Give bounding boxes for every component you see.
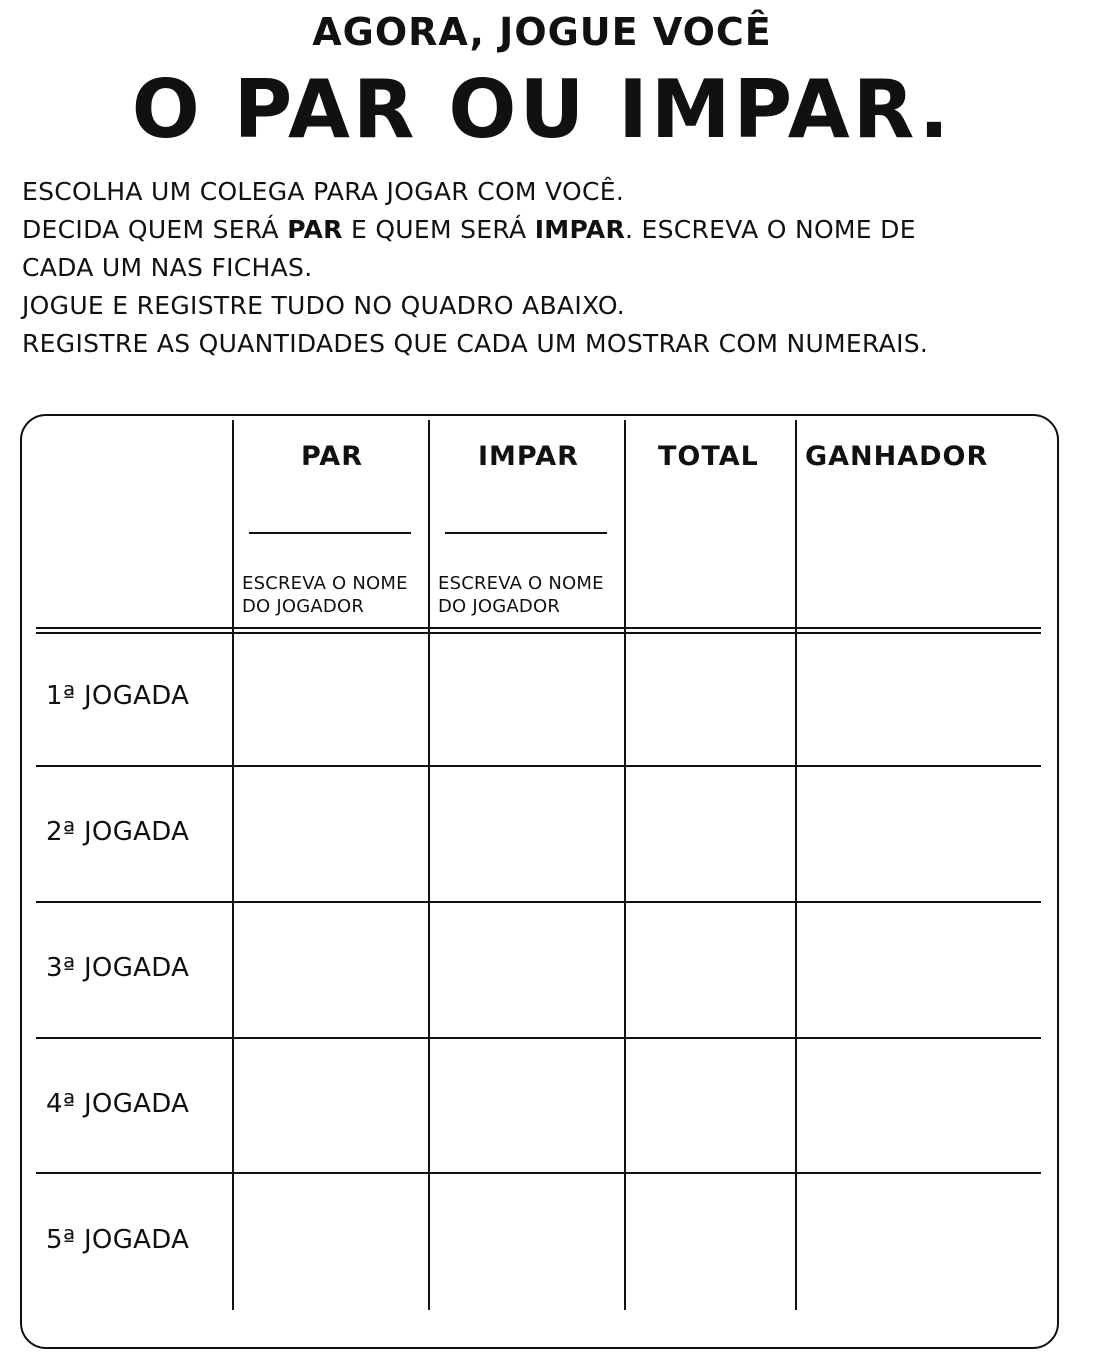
instruction-line-3: CADA UM NAS FICHAS. [22, 253, 313, 282]
instruction-line-4: JOGUE E REGISTRE TUDO NO QUADRO ABAIXO. [22, 291, 626, 320]
instruction-line-2 [22, 211, 1102, 249]
cell-total-row-4[interactable] [626, 1039, 795, 1172]
column-header-par: PAR [301, 441, 363, 472]
column-header-impar: IMPAR [478, 441, 579, 472]
cell-total-row-5[interactable] [626, 1174, 795, 1309]
cell-par-row-2[interactable] [234, 767, 428, 901]
cell-impar-row-4[interactable] [430, 1039, 624, 1172]
cell-par-row-4[interactable] [234, 1039, 428, 1172]
cell-ganhador-row-4[interactable] [797, 1039, 1041, 1172]
name-hint-line: ESCREVA O NOME [242, 573, 408, 594]
instruction-text: E QUEM SERÁ [342, 215, 535, 244]
row-label-4: 4ª JOGADA [46, 1089, 190, 1119]
cell-ganhador-row-1[interactable] [797, 634, 1041, 765]
cell-total-row-2[interactable] [626, 767, 795, 901]
row-label-2: 2ª JOGADA [46, 817, 190, 847]
name-hint-line: ESCREVA O NOME [438, 573, 604, 594]
cell-impar-row-5[interactable] [430, 1174, 624, 1309]
cell-ganhador-row-3[interactable] [797, 903, 1041, 1037]
header-divider [36, 627, 1041, 629]
par-name-hint [242, 572, 408, 618]
instruction-line-1: ESCOLHA UM COLEGA PARA JOGAR COM VOCÊ. [22, 177, 625, 206]
impar-name-hint [438, 572, 604, 618]
instructions [22, 173, 1102, 363]
cell-impar-row-3[interactable] [430, 903, 624, 1037]
instruction-impar: IMPAR [534, 215, 625, 244]
page-title: O PAR OU IMPAR. [131, 63, 953, 156]
par-player-name-field[interactable] [249, 532, 411, 534]
column-header-ganhador: GANHADOR [805, 441, 989, 472]
cell-ganhador-row-2[interactable] [797, 767, 1041, 901]
cell-ganhador-row-5[interactable] [797, 1174, 1041, 1309]
cell-par-row-3[interactable] [234, 903, 428, 1037]
page-subtitle: AGORA, JOGUE VOCÊ [312, 10, 772, 54]
cell-par-row-1[interactable] [234, 634, 428, 765]
instruction-par: PAR [287, 215, 343, 244]
row-label-1: 1ª JOGADA [46, 681, 190, 711]
cell-par-row-5[interactable] [234, 1174, 428, 1309]
impar-player-name-field[interactable] [445, 532, 607, 534]
cell-impar-row-1[interactable] [430, 634, 624, 765]
instruction-text: . ESCREVA O NOME DE [625, 215, 916, 244]
instruction-text: DECIDA QUEM SERÁ [22, 215, 288, 244]
cell-total-row-3[interactable] [626, 903, 795, 1037]
instruction-line-5: REGISTRE AS QUANTIDADES QUE CADA UM MOSTRAR COM NUMERAIS. [22, 329, 929, 358]
row-label-3: 3ª JOGADA [46, 953, 190, 983]
name-hint-line: DO JOGADOR [242, 596, 365, 617]
column-header-total: TOTAL [658, 441, 759, 472]
cell-total-row-1[interactable] [626, 634, 795, 765]
cell-impar-row-2[interactable] [430, 767, 624, 901]
row-label-5: 5ª JOGADA [46, 1225, 190, 1255]
name-hint-line: DO JOGADOR [438, 596, 561, 617]
